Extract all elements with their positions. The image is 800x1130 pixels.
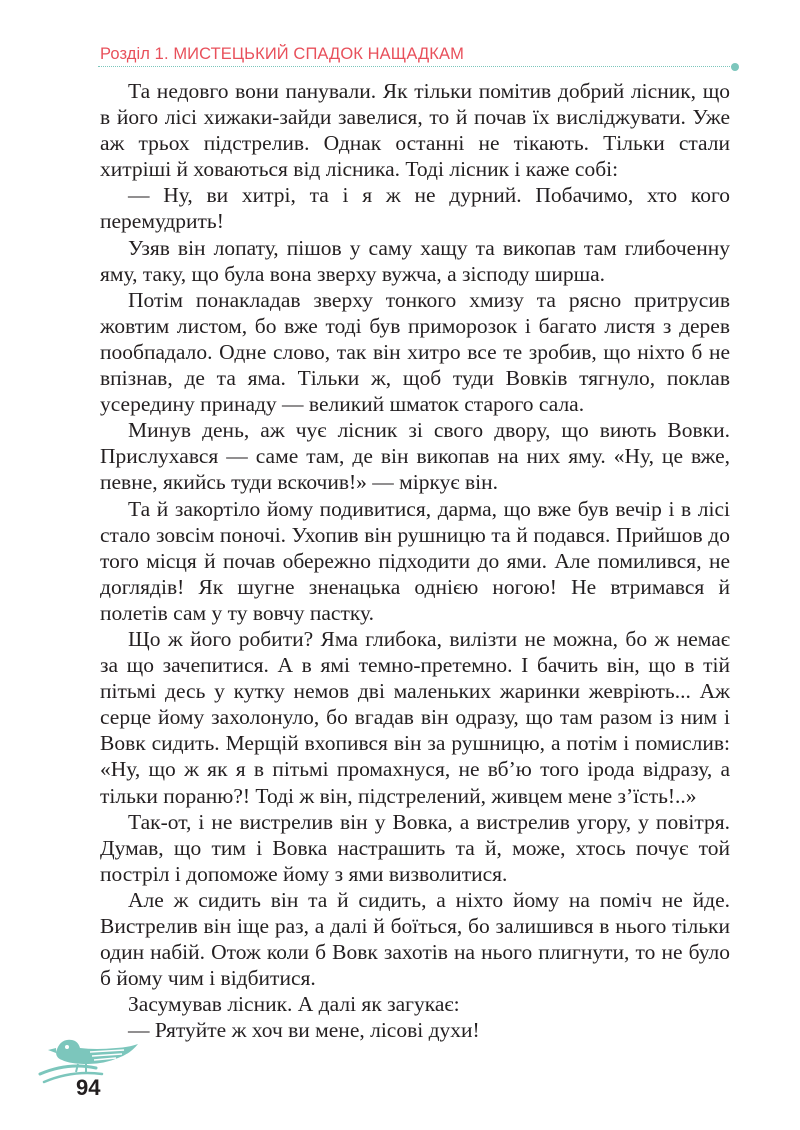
story-text [100, 78, 730, 1043]
page-number: 94 [76, 1075, 101, 1100]
paragraph: Та недовго вони панували. Як тільки помітив добрий лісник, що в його лісі хижаки-зайди завелися, то й почав їх висліджувати. Уже аж трьох підстрелив. Однак останні не тікають. Тільки стали хитріші й ховаються від лісника. Тоді лісник і каже собі: [100, 79, 730, 182]
paragraph: Засумував лісник. А далі як загукає: [128, 992, 460, 1017]
header-divider [98, 66, 734, 67]
paragraph: — Рятуйте ж хоч ви мене, лісові духи! [128, 1018, 480, 1043]
paragraph: Так-от, і не вистрелив він у Вовка, а вистрелив угору, у повітря. Думав, що тим і Вовка настрашить та й, може, хтось почує той постріл і допоможе йому з ями визволитися. [100, 809, 730, 886]
paragraph: Та й закортіло йому подивитися, дарма, що вже був вечір і в лісі стало зовсім поночі. Ухопив він рушницю та й подався. Прийшов до того місця й почав обережно підходити до ями. Але помилився, не доглядів! Як шугне зненацька однією ногою! Не втримався й полетів сам у ту вовчу пастку. [100, 496, 730, 625]
paragraph: Потім понакладав зверху тонкого хмизу та рясно притрусив жовтим листом, бо вже тоді був приморозок і багато листя з дерев пообпадало. Одне слово, так він хитро все те зробив, що ніхто б не впізнав, де та яма. Тільки ж, щоб туди Вовків тягнуло, поклав усередину принаду — великий шматок старого сала. [100, 287, 730, 417]
header-divider-dot [731, 63, 739, 71]
paragraph: Але ж сидить він та й сидить, а ніхто йому на поміч не йде. Вистрелив він іще раз, а далі й боїться, бо залишився в нього тільки один набій. Отож коли б Вовк захотів на нього плигнути, то не було б йому чим і відбитися. [100, 887, 730, 991]
section-header: Розділ 1. МИСТЕЦЬКИЙ СПАДОК НАЩАДКАМ [100, 45, 464, 63]
paragraph: — Ну, ви хитрі, та і я ж не дурний. Побачимо, хто кого перемудрить! [100, 183, 730, 234]
paragraph: Що ж його робити? Яма глибока, вилізти не можна, бо ж немає за що зачепитися. А в ямі темно-претемно. І бачить він, що в тій пітьмі десь у кутку немов дві маленьких жаринки жевріють... Аж серце йому захолонуло, бо вгадав він одразу, що там разом із ним і Вовк сидить. Мерщій вхопився він за рушницю, а потім і помислив: «Ну, що ж як я в пітьмі промахнуся, не вб’ю того ірода відразу, а тільки пораню?! Тоді ж він, підстрелений, живцем мене з’їсть!..» [100, 626, 730, 808]
paragraph: Минув день, аж чує лісник зі свого двору, що виють Вовки. Прислухався — саме там, де він викопав на них яму. «Ну, це вже, певне, якийсь туди вскочив!» — міркує він. [100, 418, 730, 495]
paragraph: Узяв він лопату, пішов у саму хащу та викопав там глибоченну яму, таку, що була вона зверху вужча, а зісподу ширша. [100, 235, 730, 286]
